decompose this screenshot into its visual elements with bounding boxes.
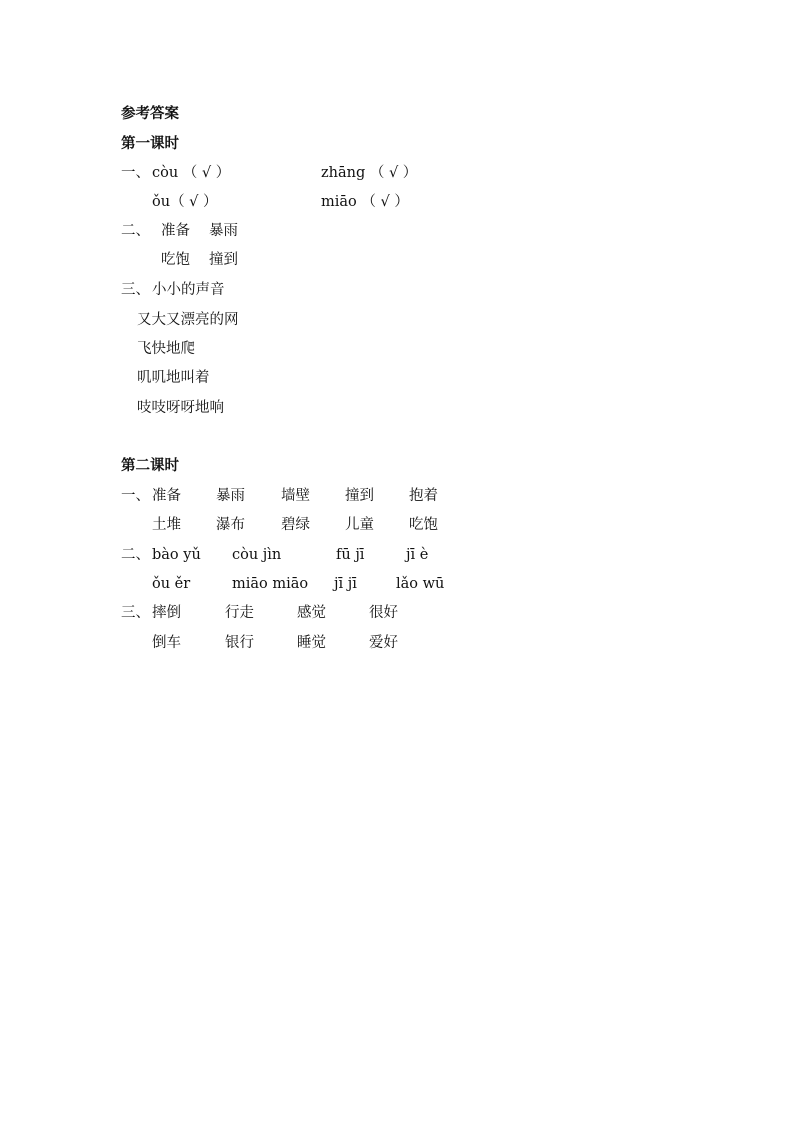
lesson2-q3-word: 睡觉 <box>297 635 326 651</box>
lesson2-q1-word: 暴雨 <box>216 488 245 504</box>
lesson1-q2-word: 撞到 <box>209 252 238 268</box>
lesson2-q1-word: 土堆 <box>152 517 181 533</box>
lesson2-heading: 第二课时 <box>121 457 179 474</box>
lesson2-q2-pinyin: jī jī <box>334 576 357 592</box>
lesson2-q2-pinyin: fū jī <box>336 547 365 563</box>
lesson1-q1-answer-c: ǒu（ √ ） <box>152 194 218 210</box>
lesson2-q1-word: 抱着 <box>409 488 438 504</box>
lesson1-heading: 第一课时 <box>121 135 179 152</box>
lesson1-q3-phrase: 又大又漂亮的网 <box>137 312 239 328</box>
lesson1-q1-number: 一、 <box>121 165 150 181</box>
lesson2-q1-word: 撞到 <box>345 488 374 504</box>
lesson1-q2-word: 暴雨 <box>209 223 238 239</box>
lesson2-q3-word: 爱好 <box>369 635 398 651</box>
lesson2-q2-pinyin: lǎo wū <box>396 576 445 592</box>
lesson2-q1-number: 一、 <box>121 488 150 504</box>
lesson2-q1-word: 儿童 <box>345 517 374 533</box>
document-title: 参考答案 <box>121 105 179 122</box>
lesson2-q1-word: 准备 <box>152 488 181 504</box>
lesson1-q2-word: 准备 <box>161 223 190 239</box>
lesson2-q3-number: 三、 <box>121 605 150 621</box>
lesson2-q2-pinyin: còu jìn <box>232 547 282 563</box>
lesson2-q1-word: 瀑布 <box>216 517 245 533</box>
lesson2-q3-word: 感觉 <box>297 605 326 621</box>
lesson2-q2-pinyin: bào yǔ <box>152 547 201 563</box>
lesson2-q2-number: 二、 <box>121 547 150 563</box>
lesson2-q1-word: 吃饱 <box>409 517 438 533</box>
lesson2-q3-word: 倒车 <box>152 635 181 651</box>
lesson1-q2-number: 二、 <box>121 223 150 239</box>
lesson1-q3-phrase: 小小的声音 <box>152 282 225 298</box>
lesson1-q1-answer-a: còu （ √ ） <box>152 165 231 181</box>
lesson1-q3-number: 三、 <box>121 282 150 298</box>
lesson1-q3-phrase: 吱吱呀呀地响 <box>137 400 224 416</box>
lesson2-q3-word: 银行 <box>225 635 254 651</box>
lesson2-q1-word: 墙壁 <box>281 488 310 504</box>
lesson2-q2-pinyin: ǒu ěr <box>152 576 191 592</box>
lesson1-q2-word: 吃饱 <box>161 252 190 268</box>
lesson2-q3-word: 行走 <box>225 605 254 621</box>
lesson1-q3-phrase: 叽叽地叫着 <box>137 370 210 386</box>
lesson2-q2-pinyin: miāo miāo <box>232 576 309 592</box>
lesson1-q1-answer-d: miāo （ √ ） <box>321 194 409 210</box>
lesson2-q3-word: 摔倒 <box>152 605 181 621</box>
lesson1-q3-phrase: 飞快地爬 <box>137 341 195 357</box>
lesson1-q1-answer-b: zhāng （ √ ） <box>321 165 418 181</box>
lesson2-q3-word: 很好 <box>369 605 398 621</box>
lesson2-q2-pinyin: jī è <box>406 547 429 563</box>
lesson2-q1-word: 碧绿 <box>281 517 310 533</box>
